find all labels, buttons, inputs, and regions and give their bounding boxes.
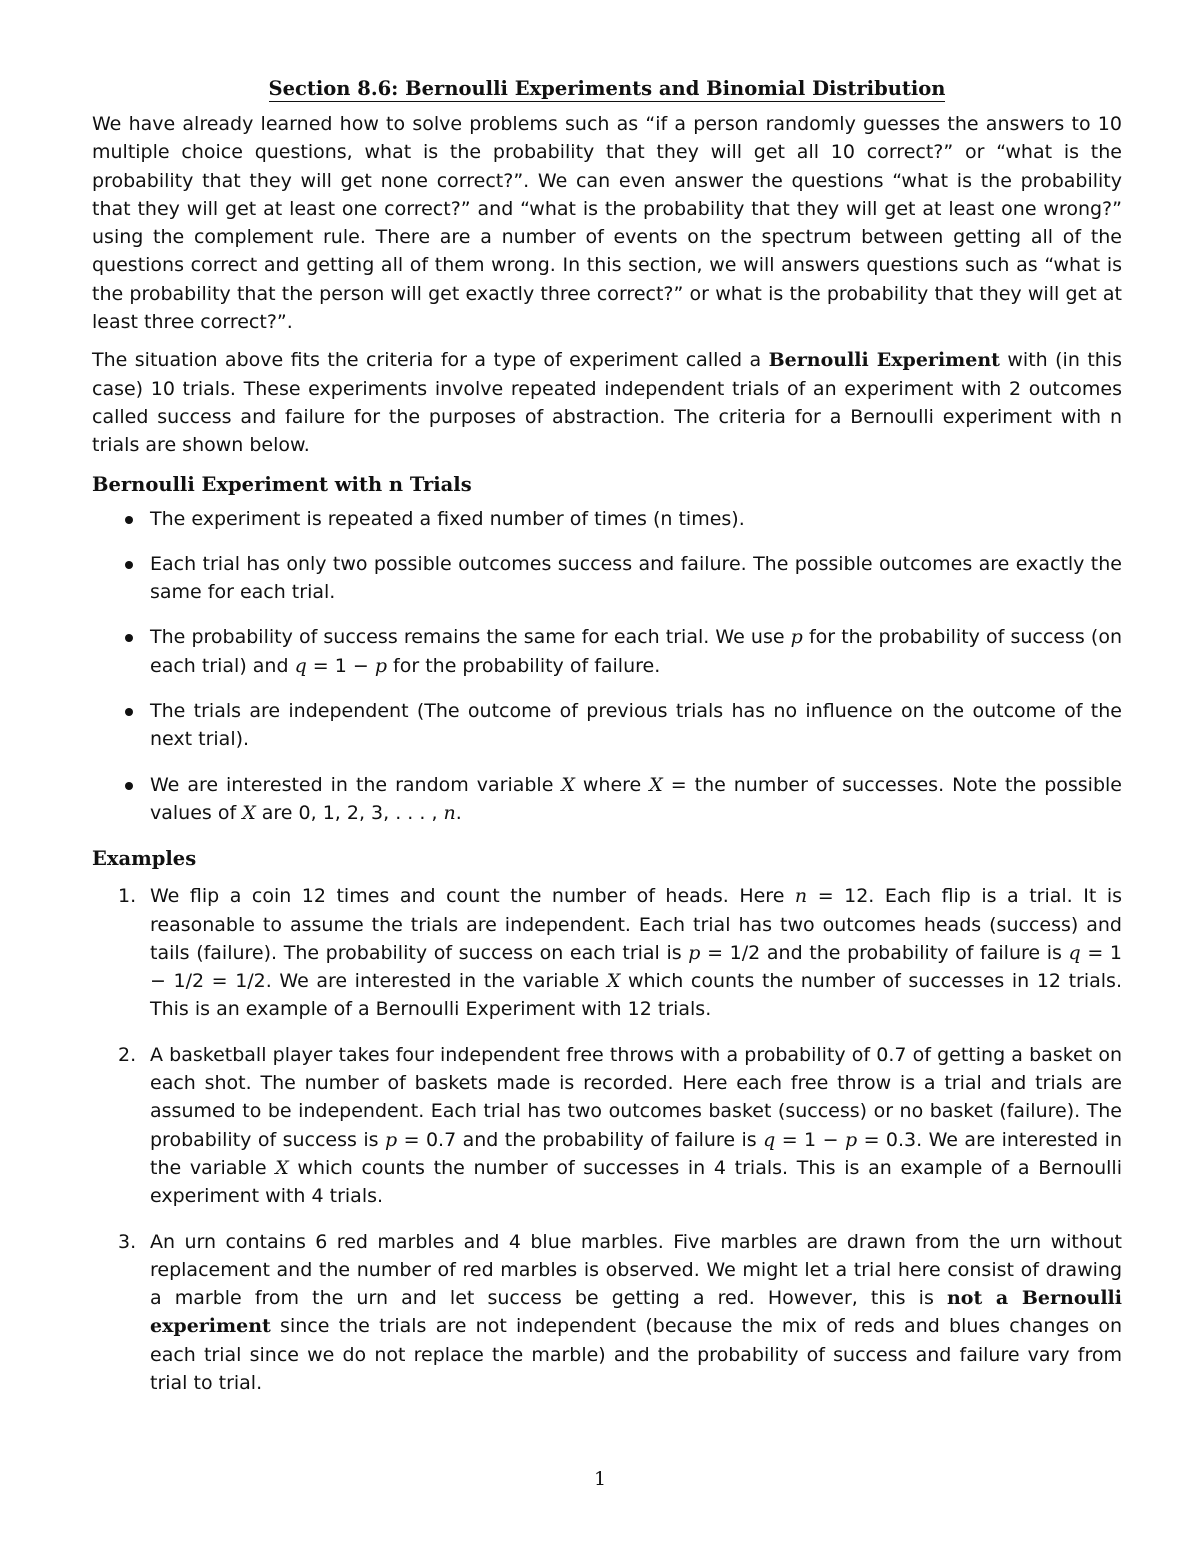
math-n: n	[443, 801, 456, 824]
criteria-text: for the probability of failure.	[387, 654, 661, 677]
page-number: 1	[593, 1468, 607, 1490]
bullet-icon	[125, 561, 133, 569]
situation-paragraph	[92, 346, 1122, 459]
not-bernoulli-term: not a Bernoulli experiment	[150, 1287, 1122, 1338]
example-item	[92, 1041, 1122, 1211]
criteria-text: The experiment is repeated a fixed number of times (n times).	[150, 507, 745, 530]
example-text: = 1 −	[775, 1128, 845, 1151]
criteria-text: .	[455, 801, 462, 824]
math-x: X	[606, 970, 621, 993]
bernoulli-experiment-term: Bernoulli Experiment	[768, 349, 1000, 372]
example-number: 3.	[118, 1230, 137, 1253]
math-q: q	[294, 654, 307, 677]
criteria-item	[92, 771, 1122, 828]
example-number: 1.	[118, 885, 137, 908]
example-text: An urn contains 6 red marbles and 4 blue marbles. Five marbles are drawn from the urn without replacement and the number of red marbles is observed. We might let a trial here consist of drawing a marble from the urn and let success be getting a red. However, this is	[150, 1230, 1122, 1310]
example-text: since the trials are not independent (because the mix of reds and blues changes on each trial since we do not replace the marble) and the probability of success and failure vary from trial to trial.	[150, 1315, 1122, 1394]
example-text: which counts the number of successes in 12 trials. This is an example of a Bernoulli Experiment with 12 trials.	[150, 970, 1122, 1021]
situation-text-end: with (in this case) 10 trials. These experiments involve repeated independent trials of an experiment with 2 outcomes called success and failure for the purposes of abstraction. The criteria for a Bernoulli experiment with n trials are shown below.	[92, 349, 1122, 457]
page-content	[92, 74, 1122, 1414]
math-q: q	[763, 1128, 776, 1151]
section-title-text: Section 8.6: Bernoulli Experiments and Binomial Distribution	[268, 77, 946, 100]
criteria-text: = 1 −	[306, 654, 375, 677]
math-x: X	[275, 1156, 289, 1179]
criteria-text: are 0, 1, 2, 3, . . . ,	[255, 801, 444, 824]
examples-list	[92, 882, 1122, 1397]
criteria-item	[92, 623, 1122, 680]
bullet-icon	[125, 782, 133, 790]
math-x: X	[561, 773, 575, 796]
intro-paragraph: We have already learned how to solve problems such as “if a person randomly guesses the answers to 10 multiple choice questions, what is the probability that they will get all 10 correct?” or “what is the probability that they will get none correct?”. We can even answer the questions “what is the probability that they will get at least one correct?” and “what is the probability that they will get at least one wrong?” using the complement rule. There are a number of events on the spectrum between getting all of the questions correct and getting all of them wrong. In this section, we will answers questions such as “what is the probability that the person will get exactly three correct?” or what is the probability that they will get at least three correct?”.	[92, 113, 1122, 334]
example-item	[92, 882, 1122, 1023]
bullet-icon	[125, 708, 133, 716]
math-p: p	[384, 1128, 398, 1151]
math-x: X	[649, 773, 663, 796]
situation-text-start: The situation above fits the criteria for a type of experiment called a	[92, 349, 769, 372]
criteria-heading: Bernoulli Experiment with n Trials	[92, 472, 472, 496]
math-p: p	[374, 654, 387, 677]
math-p: p	[790, 626, 803, 649]
math-q: q	[1068, 941, 1081, 964]
example-text: = 12. Each flip is a trial. It is reasonable to assume the trials are independent. Each trial has two outcomes heads (success) and tails (failure). The probability of success on each trial is	[150, 885, 1122, 964]
example-text: = 0.7 and the probability of failure is	[397, 1128, 764, 1151]
criteria-text: where	[574, 773, 650, 796]
example-item	[92, 1228, 1122, 1398]
example-text: We flip a coin 12 times and count the number of heads. Here	[150, 885, 795, 908]
math-p: p	[688, 941, 701, 964]
example-text: = 1/2 and the probability of failure is	[700, 941, 1069, 964]
example-text: = 0.3. We are interested in the variable	[150, 1128, 1123, 1179]
criteria-list	[92, 505, 1122, 828]
bullet-icon	[125, 634, 133, 642]
criteria-text: Each trial has only two possible outcomes success and failure. The possible outcomes are exactly the same for each trial.	[150, 552, 1122, 604]
math-n: n	[794, 885, 808, 908]
criteria-text: The probability of success remains the same for each trial. We use	[150, 626, 791, 649]
criteria-text: for the probability of success (on each trial) and	[150, 626, 1122, 677]
example-text: A basketball player takes four independent free throws with a probability of 0.7 of getting a basket on each shot. The number of baskets made is recorded. Here each free throw is a trial and trials are assumed to be independent. Each trial has two outcomes basket (success) or no basket (failure). The probability of success is	[150, 1043, 1122, 1151]
section-title	[92, 74, 1122, 104]
criteria-text: The trials are independent (The outcome of previous trials has no influence on the outcome of the next trial).	[150, 700, 1122, 751]
bullet-icon	[125, 516, 133, 524]
criteria-item	[92, 697, 1122, 754]
criteria-item	[92, 505, 1122, 533]
criteria-text: We are interested in the random variable	[150, 773, 562, 796]
example-text: which counts the number of successes in 4 trials. This is an example of a Bernoulli experiment with 4 trials.	[150, 1156, 1122, 1208]
math-x: X	[242, 801, 256, 824]
example-number: 2.	[118, 1043, 137, 1066]
example-text: = 1 − 1/2 = 1/2. We are interested in the variable	[150, 941, 1122, 993]
math-p: p	[844, 1128, 858, 1151]
examples-heading: Examples	[92, 847, 197, 871]
criteria-item	[92, 550, 1122, 607]
criteria-text: = the number of successes. Note the possible values of	[150, 773, 1122, 824]
